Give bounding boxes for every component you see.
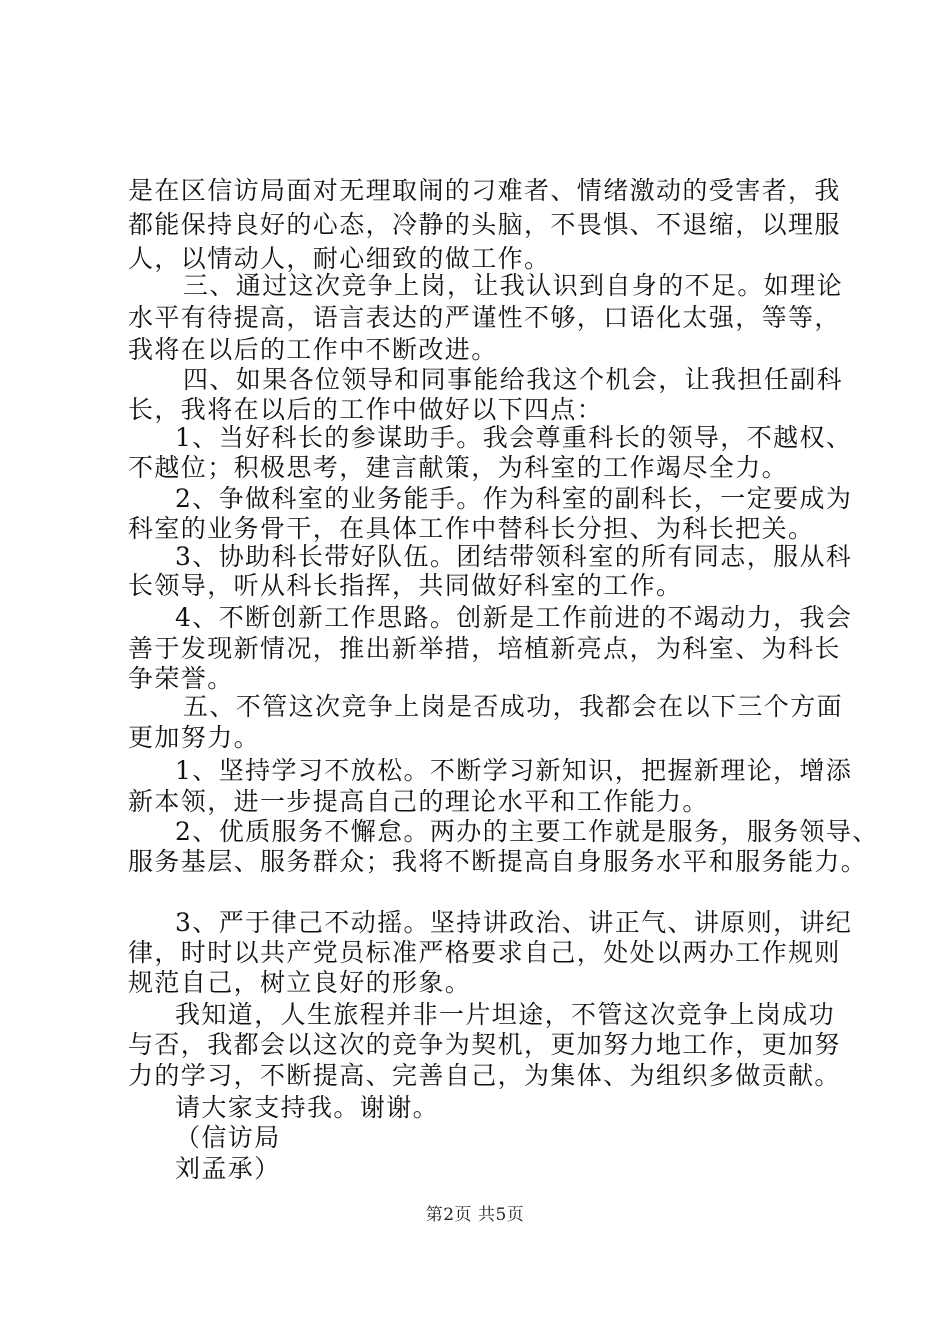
text-line: 4、不断创新工作思路。创新是工作前进的不竭动力，我会	[175, 603, 853, 632]
text-line: 争荣誉。	[128, 664, 234, 693]
text-line: 刘孟承）	[175, 1154, 281, 1183]
text-line: 我将在以后的工作中不断改进。	[128, 335, 498, 364]
text-line: 服务基层、服务群众；我将不断提高自身服务水平和服务能力。	[128, 847, 868, 876]
text-line: 善于发现新情况，推出新举措，培植新亮点，为科室、为科长	[128, 634, 841, 663]
text-line: 水平有待提高，语言表达的严谨性不够，口语化太强，等等，	[128, 303, 841, 332]
text-line: 3、严于律己不动摇。坚持讲政治、讲正气、讲原则，讲纪	[175, 908, 853, 937]
text-line: 与否，我都会以这次的竞争为契机，更加努力地工作，更加努	[128, 1030, 841, 1059]
text-line: 四、如果各位领导和同事能给我这个机会，让我担任副科	[183, 365, 844, 394]
text-line: 3、协助科长带好队伍。团结带领科室的所有同志，服从科	[175, 542, 853, 571]
text-line: 力的学习，不断提高、完善自己，为集体、为组织多做贡献。	[128, 1061, 841, 1090]
text-line: 不越位；积极思考，建言献策，为科室的工作竭尽全力。	[128, 453, 789, 482]
text-line: 律，时时以共产党员标准严格要求自己，处处以两办工作规则	[128, 938, 841, 967]
text-line: 规范自己，树立良好的形象。	[128, 968, 472, 997]
page-number-footer: 第2页 共5页	[425, 1205, 525, 1225]
text-line: 三、通过这次竞争上岗，让我认识到自身的不足。如理论	[183, 271, 844, 300]
text-line: 我知道，人生旅程并非一片坦途，不管这次竞争上岗成功	[175, 1000, 836, 1029]
text-line: 人，以情动人，耐心细致的做工作。	[128, 244, 551, 273]
text-line: 五、不管这次竞争上岗是否成功，我都会在以下三个方面	[183, 692, 844, 721]
text-line: 都能保持良好的心态，冷静的头脑，不畏惧、不退缩，以理服	[128, 210, 841, 239]
text-line: （信访局	[175, 1123, 281, 1152]
text-line: 2、争做科室的业务能手。作为科室的副科长，一定要成为	[175, 484, 853, 513]
text-line: 2、优质服务不懈怠。两办的主要工作就是服务，服务领导、	[175, 817, 879, 846]
text-line: 更加努力。	[128, 723, 261, 752]
text-line: 长领导，听从科长指挥，共同做好科室的工作。	[128, 571, 683, 600]
text-line: 1、坚持学习不放松。不断学习新知识，把握新理论，增添	[175, 756, 853, 785]
text-line: 1、当好科长的参谋助手。我会尊重科长的领导，不越权、	[175, 423, 853, 452]
text-line: 新本领，进一步提高自己的理论水平和工作能力。	[128, 787, 709, 816]
text-line: 长，我将在以后的工作中做好以下四点：	[128, 395, 604, 424]
text-line: 科室的业务骨干，在具体工作中替科长分担、为科长把关。	[128, 514, 815, 543]
text-line: 请大家支持我。谢谢。	[175, 1093, 440, 1122]
text-line: 是在区信访局面对无理取闹的刁难者、情绪激动的受害者，我	[128, 176, 841, 205]
